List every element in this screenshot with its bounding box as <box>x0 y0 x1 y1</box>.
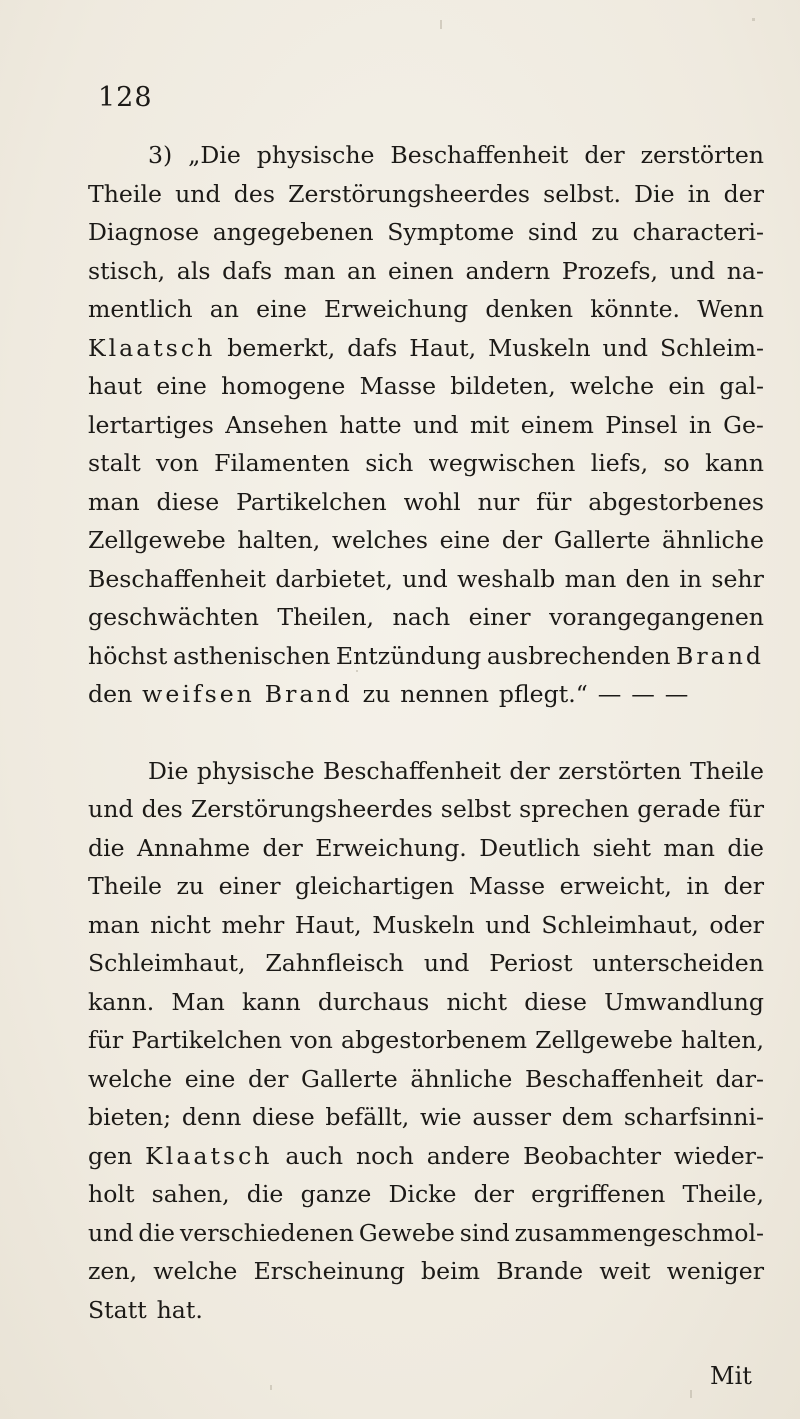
word: Masse <box>468 872 546 900</box>
paper-speck <box>270 1385 272 1390</box>
text-line <box>88 136 764 175</box>
word: diese <box>251 1103 315 1131</box>
text-line <box>88 1291 764 1330</box>
word: ähnliche <box>662 526 764 554</box>
word: „Die <box>188 141 241 169</box>
word: und <box>88 795 134 823</box>
word: weshalb <box>457 564 556 593</box>
word: zusammengeschmol- <box>514 1218 764 1247</box>
word: befällt, <box>325 1103 410 1131</box>
word: Dicke <box>388 1180 457 1208</box>
word: scharfsinni- <box>623 1103 764 1131</box>
word: sieht <box>592 833 651 862</box>
text-line <box>88 829 764 868</box>
word: verschiedenen <box>179 1218 354 1247</box>
word: des <box>141 795 183 823</box>
text-line <box>88 329 764 368</box>
commentary-paragraph <box>88 752 764 1330</box>
word: sahen, <box>151 1180 230 1208</box>
word: abgestorbenes <box>588 487 764 516</box>
word: der <box>584 141 625 169</box>
word: Erweichung <box>324 295 469 323</box>
word: Gallerte <box>553 526 651 554</box>
word: der <box>262 833 303 862</box>
word: der <box>248 1064 289 1093</box>
catchword: Mit <box>710 1362 752 1390</box>
word: halten, <box>681 1026 764 1054</box>
word: für <box>728 795 764 823</box>
word: Periost <box>489 949 573 977</box>
text-line <box>88 406 764 445</box>
word: nicht <box>446 987 508 1016</box>
page-number: 128 <box>98 82 153 113</box>
word: Schleimhaut, <box>88 949 246 977</box>
word: Theile, <box>682 1180 764 1208</box>
word: sind <box>459 1218 510 1247</box>
word: Wenn <box>697 295 764 323</box>
word: dar- <box>715 1064 764 1093</box>
quoted-paragraph <box>88 136 764 714</box>
word: eine <box>156 372 207 400</box>
word: man <box>564 564 617 593</box>
word: vorangegangenen <box>549 603 764 631</box>
text-line <box>88 290 764 329</box>
word: haut <box>88 372 142 400</box>
word: angegebenen <box>212 218 374 246</box>
word: welche <box>88 1064 173 1093</box>
word: Schleimhaut, <box>541 910 699 939</box>
word: und <box>88 1218 134 1247</box>
word: in <box>679 564 702 593</box>
text-line <box>88 367 764 406</box>
word: Schleim- <box>660 333 764 362</box>
word: Beschaffenheit <box>323 756 502 785</box>
word: Theile <box>689 756 764 785</box>
word: kann <box>242 987 301 1016</box>
word: gal- <box>719 372 764 400</box>
word: — <box>631 680 655 708</box>
word: höchst <box>88 641 168 670</box>
word: holt <box>88 1180 135 1208</box>
word: den <box>625 564 670 593</box>
word: Theile <box>88 179 162 208</box>
word: beim <box>421 1257 480 1285</box>
word: eine <box>256 295 307 323</box>
word: der <box>723 179 764 208</box>
word: und <box>602 333 649 362</box>
word: kann <box>705 449 764 477</box>
word: die <box>246 1180 284 1208</box>
word: Deutlich <box>479 833 581 862</box>
word: Brande <box>496 1257 584 1285</box>
word: zen, <box>88 1257 138 1285</box>
text-line <box>88 1060 764 1099</box>
word: oder <box>709 910 764 939</box>
word: zerstörten <box>640 141 764 169</box>
word: wegwischen <box>428 449 576 477</box>
word: gleichartigen <box>295 872 455 900</box>
word: Masse <box>359 372 437 400</box>
word: der <box>501 526 543 554</box>
text-line <box>88 1137 764 1176</box>
word: gerade <box>637 795 721 823</box>
word: könnte. <box>590 295 681 323</box>
word: Haut, <box>294 910 362 939</box>
paper-speck <box>752 18 755 21</box>
word: Muskeln <box>488 333 591 362</box>
word: mentlich <box>88 295 193 323</box>
word: Symptome <box>387 218 515 246</box>
text-line <box>88 213 764 252</box>
word: Gewebe <box>358 1218 455 1247</box>
word: die <box>727 833 764 862</box>
word: geschwächten <box>88 603 259 631</box>
word: und <box>485 910 531 939</box>
word: sind <box>527 218 578 246</box>
text-line <box>88 752 764 791</box>
word: wieder- <box>673 1141 764 1170</box>
word: nur <box>477 487 520 516</box>
word: Die <box>148 756 189 785</box>
text-line <box>88 483 764 522</box>
word: nennen <box>400 680 489 708</box>
word: zu <box>176 872 205 900</box>
word: 3) <box>148 141 173 169</box>
word: an <box>209 295 239 323</box>
paper-speck <box>690 1390 692 1398</box>
text-line <box>88 560 764 599</box>
word: unterscheiden <box>592 949 764 977</box>
word: eine <box>184 1064 236 1093</box>
word: asthenischen <box>173 641 331 670</box>
word: welches <box>331 526 429 554</box>
word: kann. <box>88 987 155 1016</box>
word: den <box>88 680 133 708</box>
word: Zellgewebe <box>535 1026 673 1054</box>
word: sprechen <box>519 795 630 823</box>
word: für <box>536 487 572 516</box>
word: Brand <box>264 680 353 708</box>
word: durchaus <box>317 987 430 1016</box>
word: Filamenten <box>214 449 350 477</box>
word: Pinsel <box>605 410 678 439</box>
word: Zerstörungsheerdes <box>190 795 433 823</box>
word: die <box>138 1218 176 1247</box>
word: ein <box>668 372 706 400</box>
text-line <box>88 598 764 637</box>
word: zu <box>362 680 391 708</box>
word: so <box>663 449 690 477</box>
word: Umwandlung <box>604 987 764 1016</box>
word: Beobachter <box>523 1141 661 1170</box>
word: gen <box>88 1141 133 1170</box>
word: Theile <box>88 872 162 900</box>
word: Gallerte <box>301 1064 398 1093</box>
word: denn <box>181 1103 242 1131</box>
word: Man <box>171 987 225 1016</box>
word: — <box>664 680 689 708</box>
word: Theilen, <box>277 603 375 631</box>
word: mit <box>469 410 510 439</box>
word: — <box>597 680 622 708</box>
word: auch <box>285 1141 344 1170</box>
word: pflegt.“ <box>498 680 588 708</box>
word: andere <box>426 1141 511 1170</box>
word: liefs, <box>590 449 649 477</box>
word: zu <box>591 218 620 246</box>
word: bieten; <box>88 1103 172 1131</box>
word: wie <box>419 1103 462 1131</box>
word: Diagnose <box>88 218 200 246</box>
word: hat. <box>156 1295 203 1324</box>
word: und <box>423 949 470 977</box>
word: und <box>413 410 459 439</box>
text-line <box>88 675 764 714</box>
word: Statt <box>88 1295 147 1324</box>
word: bildeten, <box>450 372 556 400</box>
word: des <box>233 179 275 208</box>
word: Die <box>634 179 675 208</box>
word: für <box>88 1026 124 1054</box>
word: Zahnfleisch <box>265 949 404 977</box>
text-line <box>88 906 764 945</box>
word: ausser <box>472 1103 552 1131</box>
word: Prozefs, <box>561 256 658 285</box>
word: bemerkt, <box>227 333 336 362</box>
text-line <box>88 944 764 983</box>
text-line <box>88 1021 764 1060</box>
word: Klaatsch <box>88 333 216 362</box>
word: in <box>688 410 712 439</box>
word: in <box>687 179 711 208</box>
word: nicht <box>150 910 211 939</box>
word: Haut, <box>409 333 477 362</box>
text-line <box>88 867 764 906</box>
word: an <box>347 256 377 285</box>
text-line <box>88 1252 764 1291</box>
text-line <box>88 790 764 829</box>
word: andern <box>465 256 551 285</box>
word: ganze <box>300 1180 372 1208</box>
text-line <box>88 1214 764 1253</box>
word: wohl <box>403 487 461 516</box>
word: na- <box>726 256 764 285</box>
word: dem <box>561 1103 614 1131</box>
word: man <box>663 833 715 862</box>
word: diese <box>524 987 587 1016</box>
word: einen <box>387 256 454 285</box>
word: weniger <box>666 1257 764 1285</box>
word: diese <box>156 487 220 516</box>
word: der <box>723 872 764 900</box>
text-line <box>88 1175 764 1214</box>
word: abgestorbenem <box>341 1026 527 1054</box>
word: Brand <box>676 641 764 670</box>
word: man <box>88 910 140 939</box>
word: die <box>88 833 125 862</box>
word: ähnliche <box>410 1064 513 1093</box>
paper-speck <box>440 20 442 29</box>
word: Partikelchen <box>131 1026 282 1054</box>
word: characteri- <box>632 218 764 246</box>
word: physische <box>256 141 375 169</box>
word: zerstörten <box>558 756 682 785</box>
word: nach <box>392 603 451 631</box>
word: und <box>669 256 716 285</box>
word: als <box>176 256 211 285</box>
word: Muskeln <box>372 910 475 939</box>
word: man <box>88 487 140 516</box>
word: dafs <box>222 256 273 285</box>
word: und <box>402 564 448 593</box>
word: dafs <box>347 333 398 362</box>
word: lertartiges <box>88 410 214 439</box>
word: Ge- <box>723 410 764 439</box>
word: erweicht, <box>559 872 672 900</box>
word: Klaatsch <box>145 1141 273 1170</box>
word: Erscheinung <box>253 1257 405 1285</box>
text-line <box>88 637 764 676</box>
word: physische <box>196 756 315 785</box>
text-line <box>88 175 764 214</box>
word: noch <box>355 1141 414 1170</box>
text-line <box>88 444 764 483</box>
text-line <box>88 252 764 291</box>
word: hatte <box>339 410 402 439</box>
text-line <box>88 983 764 1022</box>
word: halten, <box>237 526 321 554</box>
word: Zellgewebe <box>88 526 226 554</box>
word: weit <box>599 1257 651 1285</box>
paragraph-gap <box>88 714 764 752</box>
word: in <box>686 872 710 900</box>
word: Zerstörungsheerdes <box>288 179 530 208</box>
word: selbst. <box>543 179 621 208</box>
paper-speck <box>356 670 358 672</box>
word: Beschaffenheit <box>390 141 569 169</box>
word: welche <box>569 372 655 400</box>
word: einer <box>468 603 531 631</box>
word: ergriffenen <box>531 1180 666 1208</box>
word: man <box>283 256 336 285</box>
word: Annahme <box>137 833 251 862</box>
word: Partikelchen <box>236 487 387 516</box>
word: ausbrechenden <box>486 641 671 670</box>
body-text <box>88 136 764 1329</box>
word: Ansehen <box>225 410 328 439</box>
text-line <box>88 521 764 560</box>
word: Beschaffenheit <box>88 564 266 593</box>
word: homogene <box>221 372 346 400</box>
word: eine <box>439 526 491 554</box>
word: selbst <box>440 795 512 823</box>
word: mehr <box>221 910 285 939</box>
word: der <box>509 756 550 785</box>
word: Erweichung. <box>315 833 467 862</box>
word: weifsen <box>142 680 255 708</box>
word: Beschaffenheit <box>524 1064 703 1093</box>
word: von <box>290 1026 333 1054</box>
word: und <box>175 179 221 208</box>
word: denken <box>485 295 574 323</box>
word: Entzündung <box>335 641 482 670</box>
word: sehr <box>711 564 764 593</box>
word: sich <box>365 449 414 477</box>
word: stisch, <box>88 256 166 285</box>
word: welche <box>153 1257 238 1285</box>
word: der <box>473 1180 514 1208</box>
word: von <box>156 449 199 477</box>
text-line <box>88 1098 764 1137</box>
word: einem <box>520 410 594 439</box>
word: einer <box>218 872 281 900</box>
word: stalt <box>88 449 141 477</box>
word: darbietet, <box>275 564 393 593</box>
